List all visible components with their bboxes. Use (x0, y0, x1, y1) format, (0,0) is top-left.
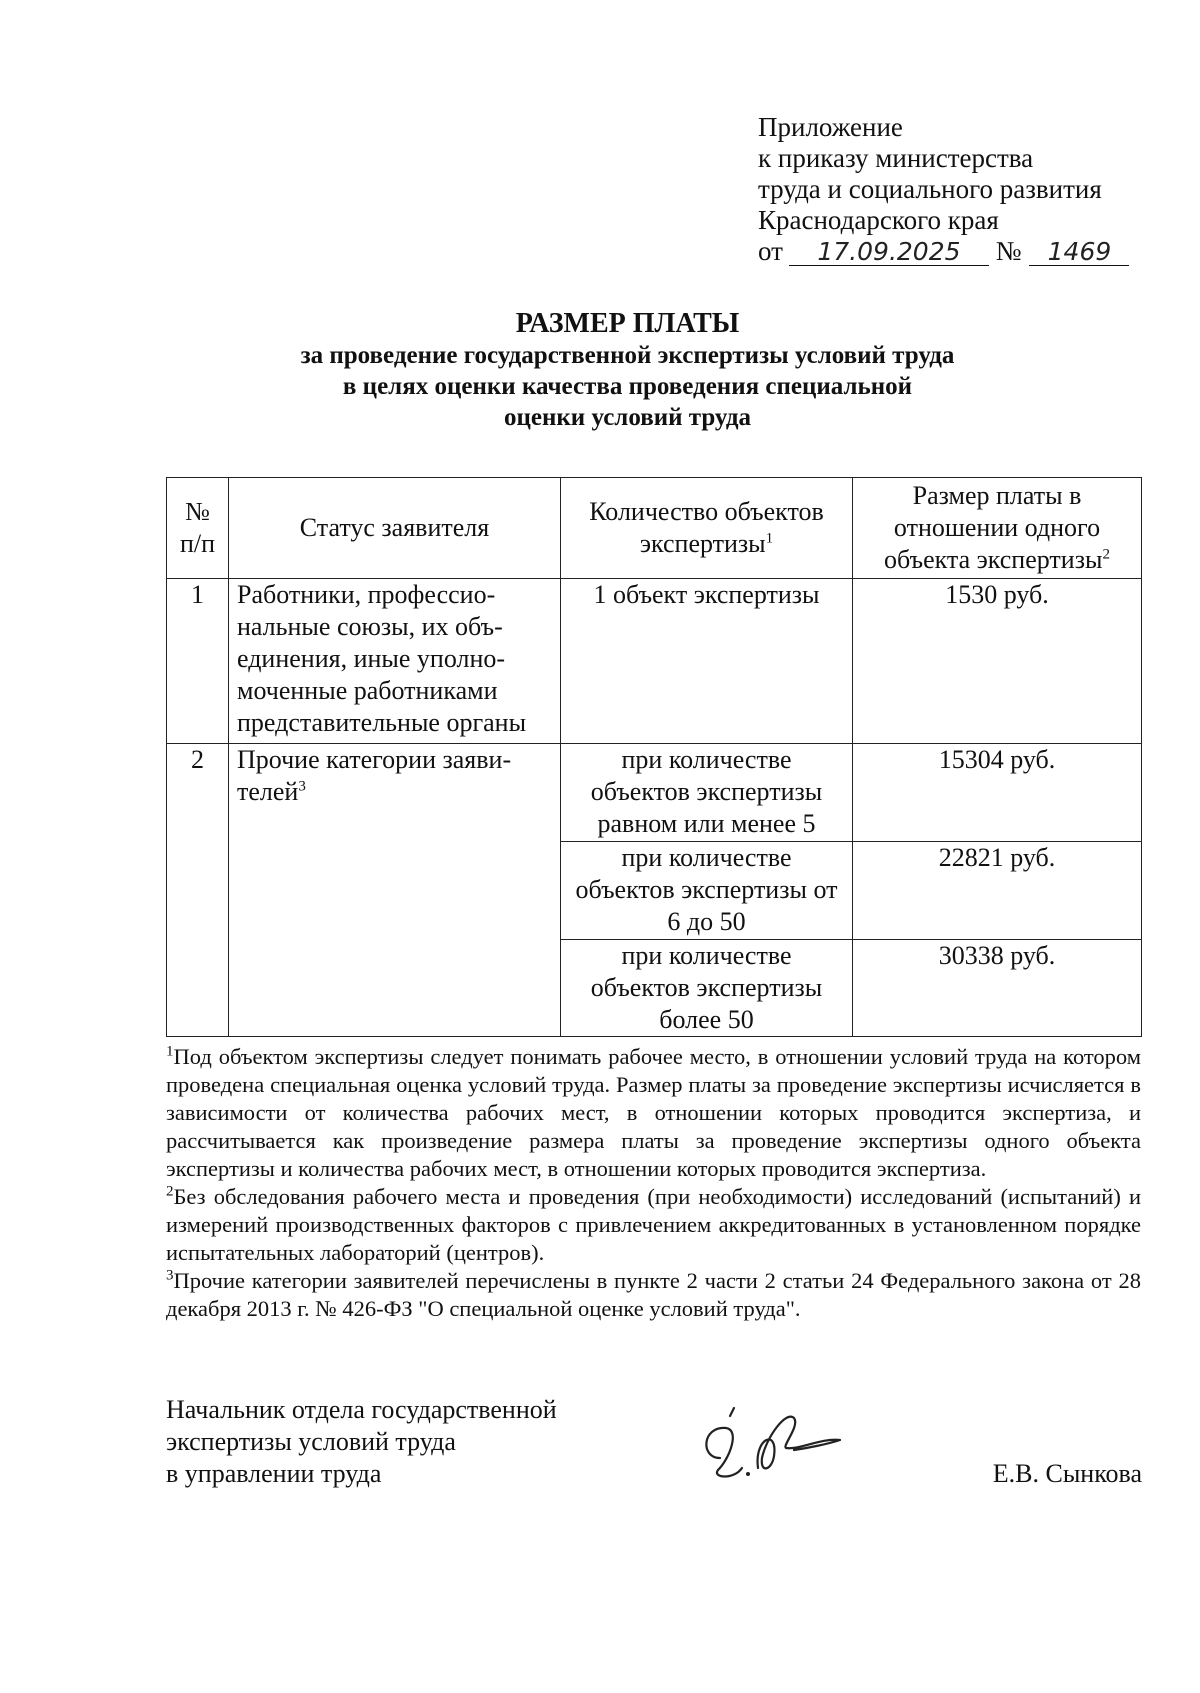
appendix-line-2: к приказу министерства (758, 143, 1034, 173)
row-fee: 1530 руб. (853, 579, 1142, 744)
footnote-ref-2: 2 (1102, 546, 1110, 563)
appendix-header (758, 112, 1129, 267)
signatory-name: Е.В. Сынкова (992, 1459, 1142, 1488)
footnote-2: $^2$Без обследования рабочего места и проведения (при необходимости) исследований (испытаний) и измерений производственных факторов с привлечением аккредитованных в установленном порядке испытательных лабораторий (центров). (166, 1183, 1141, 1265)
row-count: 1 объект экспертизы (561, 579, 853, 744)
footnote-1: $^1$Под объектом экспертизы следует понимать рабочее место, в отношении условий труда на котором проведена специальная оценка условий труда. Размер платы за проведение экспертизы исчисляется в зависимости от количества рабочих мест, в отношении которых проводится экспертиза, и рассчитывается как произведение размера платы за проведение экспертизы одного объекта экспертизы и количества рабочих мест, в отношении которых проводится экспертиза. (166, 1043, 1141, 1181)
row-number: 1 (167, 579, 229, 744)
title-line-3: в целях оценки качества проведения специальной (342, 373, 913, 400)
tier-count: при количестве объектов экспертизы равном или менее 5 (561, 744, 853, 842)
footnote-3: $^3$Прочие категории заявителей перечислены в пункте 2 части 2 статьи 24 Федерального закона от 28 декабря 2013 г. № 426-ФЗ "О специальной оценке условий труда". (166, 1267, 1141, 1321)
signatory-position (166, 1394, 557, 1490)
position-line-3: в управлении труда (166, 1459, 382, 1488)
footnote-ref-3: 3 (298, 778, 306, 795)
header-number: № п/п (167, 478, 229, 579)
appendix-line-1: Приложение (758, 112, 903, 142)
handwritten-signature (690, 1398, 870, 1498)
header-count: Количество объектов экспертизы$^1$ (561, 478, 853, 579)
position-line-1: Начальник отдела государственной (166, 1395, 557, 1424)
tier-fee: 22821 руб. (853, 842, 1142, 940)
handwritten-number: 1469 (1029, 238, 1129, 266)
fee-table (166, 477, 1142, 1037)
date-prefix: от (758, 236, 783, 266)
title-line-2: за проведение государственной экспертизы условий труда (300, 342, 955, 369)
document-title (0, 308, 1200, 433)
appendix-line-3: труда и социального развития (758, 174, 1102, 204)
footnotes (166, 1043, 1141, 1323)
footnote-ref-1: 1 (765, 530, 774, 547)
header-status: Статус заявителя (229, 478, 561, 579)
tier-fee: 30338 руб. (853, 940, 1142, 1037)
tier-count: при количестве объектов экспертизы более 50 (561, 940, 853, 1037)
row-number: 2 (167, 744, 229, 1037)
table-header-row (167, 478, 1142, 579)
row-status: Работники, профессио-нальные союзы, их объ-единения, иные уполно-моченные работниками представительные органы (229, 579, 561, 744)
tier-count: при количестве объектов экспертизы от 6 до 50 (561, 842, 853, 940)
title-line-4: оценки условий труда (504, 404, 751, 431)
handwritten-date: 17.09.2025 (789, 238, 989, 266)
row-status: Прочие категории заяви-телей$^3$ (229, 744, 561, 1037)
header-fee: Размер платы в отношении одного объекта экспертизы$^2$ (853, 478, 1142, 579)
tier-fee: 15304 руб. (853, 744, 1142, 842)
table-row (167, 579, 1142, 744)
title-main: РАЗМЕР ПЛАТЫ (515, 308, 740, 339)
table-row (167, 744, 1142, 842)
position-line-2: экспертизы условий труда (166, 1427, 456, 1456)
number-prefix: № (995, 236, 1022, 266)
appendix-date-line (758, 236, 1129, 267)
appendix-line-4: Краснодарского края (758, 205, 999, 235)
